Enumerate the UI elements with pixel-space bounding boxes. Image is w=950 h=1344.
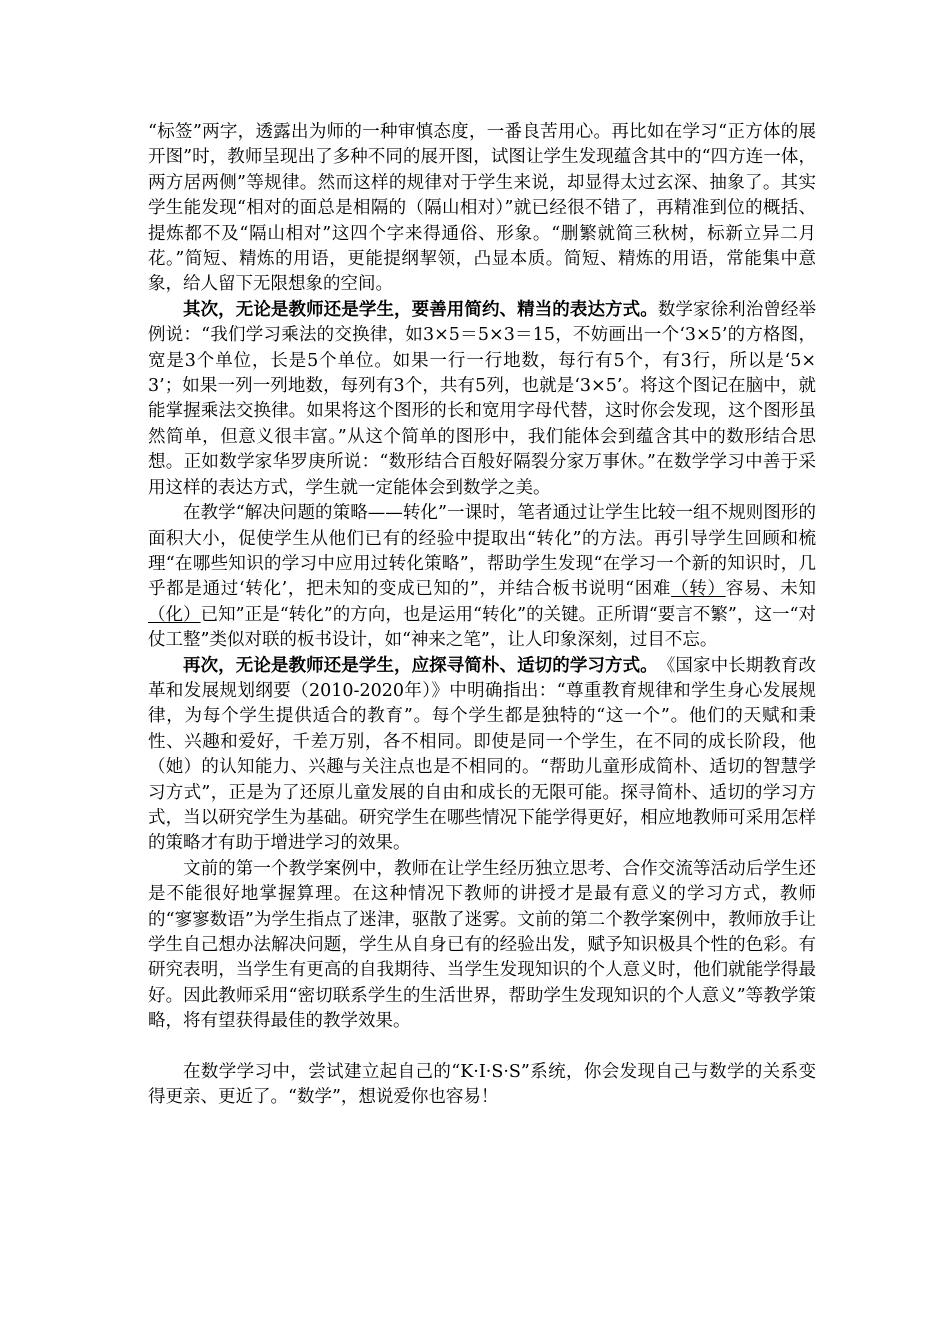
paragraph-6: 在数学学习中，尝试建立起自己的“K·I·S·S”系统，你会发现自己与数学的关系变得更亲、更近了。“数学”，想说爱你也容易！ xyxy=(148,1062,816,1108)
paragraph-5: 文前的第一个教学案例中，教师在让学生经历独立思考、合作交流等活动后学生还是不能很好地掌握算理。在这种情况下教师的讲授才是最有意义的学习方式，教师的“寥寥数语”为学生指点了迷津，驱散了迷雾。文前的第二个教学案例中，教师放手让学生自己想办法解决问题，学生从自身已有的经验出发，赋予知识极具个性的色彩。有研究表明，当学生有更高的自我期待、当学生发现知识的个人意义时，他们就能学得最好。因此教师采用“密切联系学生的生活世界，帮助学生发现知识的个人意义”等教学策略，将有望获得最佳的教学效果。 xyxy=(148,858,816,1032)
document-body xyxy=(148,120,816,1111)
paragraph-3-underlined-1: （转） xyxy=(671,579,726,600)
paragraph-3-underlined-2: （化） xyxy=(148,604,201,625)
paragraph-4 xyxy=(148,654,816,857)
paragraph-2-heading: 其次，无论是教师还是学生，要善用简约、精当的表达方式。 xyxy=(183,299,658,320)
paragraph-3-text-c: 已知”正是“转化”的方向，也是运用“转化”的关键。正所谓“要言不繁”，这一“对仗工整”类似对联的板书设计，如“神来之笔”，让人印象深刻，过目不忘。 xyxy=(148,604,816,651)
blank-line xyxy=(148,1035,816,1060)
paragraph-1: “标签”两字，透露出为师的一种审慎态度，一番良苦用心。再比如在学习“正方体的展开图”时，教师呈现出了多种不同的展开图，试图让学生发现蕴含其中的“四方连一体，两方居两侧”等规律。然而这样的规律对于学生来说，却显得太过玄深、抽象了。其实学生能发现“相对的面总是相隔的（隔山相对）”就已经很不错了，再精准到位的概括、提炼都不及“隔山相对”这四个字来得通俗、形象。“删繁就简三秋树，标新立异二月花。”简短、精炼的用语，更能提纲挈领，凸显本质。简短、精炼的用语，常能集中意象，给人留下无限想象的空间。 xyxy=(148,122,816,295)
paragraph-2 xyxy=(148,298,816,501)
paragraph-3-text-a: 在教学“解决问题的策略——转化”一课时，笔者通过让学生比较一组不规则图形的面积大小，促使学生从他们已有的经验中提取出“转化”的方法。再引导学生回顾和梳理“在哪些知识的学习中应用过转化策略”，帮助学生发现“在学习一个新的知识时，几乎都是通过‘转化’，把未知的变成已知的”，并结合板书说明“困难 xyxy=(148,503,816,600)
paragraph-4-heading: 再次，无论是教师还是学生，应探寻简朴、适切的学习方式。 xyxy=(183,655,649,676)
paragraph-3-text-b: 容易、未知 xyxy=(725,579,816,600)
paragraph-3 xyxy=(148,501,816,653)
paragraph-2-text: 数学家徐利治曾经举例说：“我们学习乘法的交换律，如3×5＝5×3＝15，不妨画出一个‘3×5’的方格图，宽是3个单位，长是5个单位。如果一行一行地数，每行有5个，有3行，所以是‘5×3’；如果一列一列地数，每列有3个，共有5列，也就是‘3×5’。将这个图记在脑中，就能掌握乘法交换律。如果将这个图形的长和宽用字母代替，这时你会发现，这个图形虽然简单，但意义很丰富。”从这个简单的图形中，我们能体会到蕴含其中的数形结合思想。正如数学家华罗庚所说：“数形结合百般好隔裂分家万事休。”在数学学习中善于采用这样的表达方式，学生就一定能体会到数学之美。 xyxy=(148,299,816,498)
paragraph-4-text: 《国家中长期教育改革和发展规划纲要（2010-2020年）》中明确指出：“尊重教育规律和学生身心发展规律，为每个学生提供适合的教育”。每个学生都是独特的“这一个”。他们的天赋和秉性、兴趣和爱好，千差万别，各不相同。即使是同一个学生，在不同的成长阶段，他（她）的认知能力、兴趣与关注点也是不相同的。“帮助儿童形成简朴、适切的智慧学习方式”，正是为了还原儿童发展的自由和成长的无限可能。探寻简朴、适切的学习方式，当以研究学生为基础。研究学生在哪些情况下能学得更好，相应地教师可采用怎样的策略才有助于增进学习的效果。 xyxy=(148,655,816,854)
